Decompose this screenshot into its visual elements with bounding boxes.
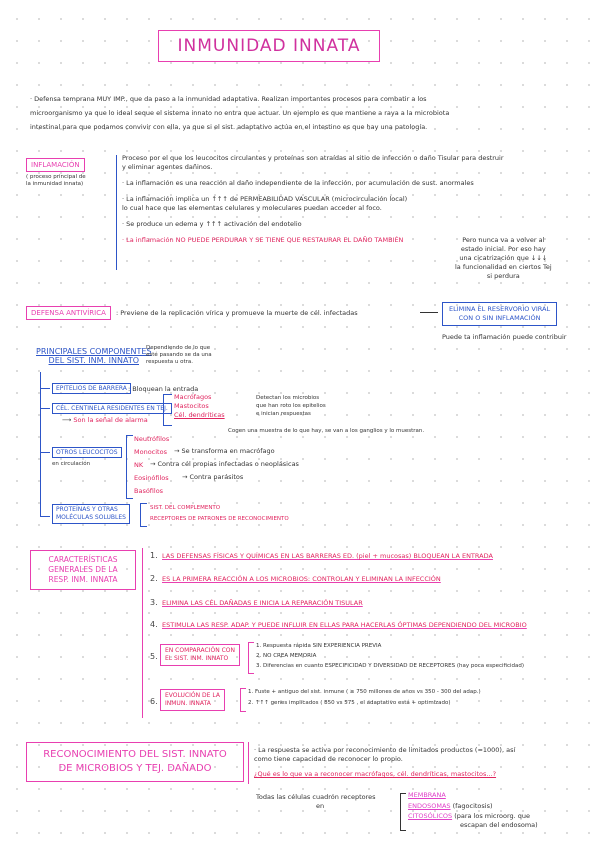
car-label-line: CARACTERÍSTICAS — [48, 555, 118, 564]
car-label-line: RESP. INM. INNATA — [48, 575, 118, 584]
leucocito-item: Basófilos — [134, 487, 164, 495]
side-note-line: una cicatrización que ↓↓↓ — [459, 254, 548, 262]
eos-note-text: Contra parásitos — [189, 473, 244, 481]
inflamacion-point: · La inflamación es una reacción al daño independiente de la infección, por acumulación de sust. anormales — [122, 179, 474, 187]
proteinas-box — [52, 504, 130, 524]
proteinas-items — [150, 503, 289, 525]
inflamacion-sub: la inmunidad innata) — [26, 181, 84, 187]
result-line: CON O SIN INFLAMACIÓN — [458, 314, 541, 322]
antivirica-result-box — [442, 302, 557, 326]
componentes-trunk — [40, 372, 41, 517]
leucocitos-bracket — [126, 435, 133, 499]
rec-point: · La respuesta se activa por reconocimiento de limitados productos (≈1000), así — [254, 746, 516, 754]
note-line: e inician respuestas — [256, 411, 311, 417]
proteinas-bracket — [140, 503, 147, 527]
rec-point: ¿Qué es lo que va a reconocer macrófagos, cél. dendríticas, mastocitos...? — [254, 770, 497, 778]
centinela-item: Macrófagos — [174, 393, 212, 401]
caracteristicas-label — [30, 550, 136, 590]
item5-point: 3. Diferencias en cuanto ESPECIFICIDAD Y DIVERSIDAD DE RECEPTORES (hay poca especificidad) — [256, 663, 525, 669]
arrow-line — [420, 312, 438, 313]
receptores-bracket — [400, 793, 406, 831]
side-line: Dependiendo de lo que — [146, 345, 211, 351]
item-number: 6. — [150, 697, 158, 706]
nk-note-text: Contra cél propias infectadas o neoplásicas — [157, 460, 299, 468]
epitelios-note: : Bloquean la entrada — [128, 385, 199, 393]
centinela-item: Mastocitos — [174, 402, 209, 410]
centinela-sub-text: Son la señal de alarma — [73, 416, 148, 424]
reconocimiento-label — [26, 742, 244, 782]
rec-label-line: RECONOCIMIENTO DEL SIST. INNATO — [43, 749, 227, 760]
result-line: ELIMINA EL RESERVORIO VIRAL — [449, 305, 551, 313]
proteina-item: RECEPTORES DE PATRONES DE RECONOCIMIENTO — [150, 516, 289, 522]
item-number: 5. — [150, 652, 158, 661]
nk-note: → Contra cél propias infectadas o neoplásicas — [150, 460, 299, 468]
item5-label-box — [160, 644, 240, 666]
inflamacion-label: INFLAMACIÓN — [26, 158, 85, 172]
antivirica-label: DEFENSA ANTIVÍRICA — [26, 306, 111, 320]
centinela-note — [256, 394, 326, 418]
inflamacion-point: lo cual hace que las elementas celulares y moleculares puedan acceder al foco. — [122, 204, 382, 212]
centinela-box: CÉL. CENTINELA RESIDENTES EN TEJ. — [52, 403, 172, 414]
page-title: INMUNIDAD INNATA — [158, 30, 380, 62]
branch — [40, 452, 50, 453]
item-number: 1. — [150, 551, 158, 560]
caracteristicas-bracket — [142, 548, 143, 718]
inflamacion-bracket — [116, 155, 117, 270]
componentes-label-line: PRINCIPALES COMPONENTES — [36, 347, 152, 356]
car-label-line: GENERALES DE LA — [48, 565, 118, 574]
proteinas-line: MOLÉCULAS SOLUBLES — [56, 514, 126, 521]
centinela-items — [174, 393, 225, 420]
rec-bracket — [248, 742, 249, 784]
side-line: respuesta u otra. — [146, 359, 194, 365]
item5-point: 2. NO CREA MEMORIA — [256, 653, 317, 659]
leucocito-item: Neutrófilos — [134, 435, 170, 443]
eos-note: → Contra parásitos — [182, 473, 244, 481]
mono-note-text: Se transforma en macrófago — [181, 447, 275, 455]
intro-line: microorganismo ya que lo ideal seque el sistema innato no entra que actuar. Un ejemplo es que mantiene a raya a la microbiota — [30, 109, 450, 117]
inflamacion-point: Proceso por el que los leucocitos circulantes y proteínas son atraídas al sitio de infección o daño Tisular para destruir — [122, 154, 504, 162]
item6-label-line: INMUN. INNATA — [165, 700, 211, 707]
reconocimiento-points — [254, 746, 515, 779]
item6-point: 2. ↑↑↑ genes implicados ( 850 vs 575 , el adaptativo está + optimizado) — [248, 700, 451, 706]
receptor-note: escapan del endosoma) — [460, 821, 538, 829]
receptor-endosomas: ENDOSOMAS — [408, 802, 451, 810]
componentes-label — [36, 347, 152, 365]
inflamacion-section-label — [26, 152, 106, 188]
item-number: 4. — [150, 620, 158, 629]
item5-label-line: EL SIST. INM. INNATO — [165, 655, 229, 662]
componentes-side — [146, 345, 212, 366]
item5-points — [256, 641, 524, 671]
intro-paragraph — [30, 95, 449, 132]
proteinas-line: PROTEÍNAS Y OTRAS — [56, 506, 118, 513]
item6-bracket — [240, 688, 246, 712]
leucocito-item: Monocitos — [134, 448, 167, 456]
leucocitos-sub: en circulación — [52, 461, 91, 467]
side-note-line: si perdura — [486, 272, 520, 280]
side-note-line: la funcionalidad en ciertos Tej — [455, 263, 552, 271]
side-note-line: Pero nunca va a volver al — [462, 236, 545, 244]
item6-label-line: EVOLUCIÓN DE LA — [165, 692, 220, 699]
item5-bracket — [248, 642, 254, 674]
note-line: Detectan los microbios — [256, 395, 320, 401]
caracteristica-item: LAS DEFENSAS FÍSICAS Y QUÍMICAS EN LAS BARRERAS ED. (piel + mucosas) BLOQUEAN LA ENTRADA — [162, 552, 493, 560]
side-line: esté pasando se da una — [146, 352, 212, 358]
centinela-bottom: Cogen una muestra de lo que hay, se van a los ganglios y lo muestran. — [228, 428, 425, 434]
inflamacion-side-note — [455, 236, 552, 281]
side-note-line: estado inicial. Por eso hay — [460, 245, 546, 253]
inflamacion-points — [122, 154, 562, 245]
inflamacion-sub: ( proceso principal de — [26, 174, 86, 180]
monocitos-note: → Se transforma en macrófago — [174, 447, 275, 455]
antivirica-text: : Previene de la replicación vírica y promueve la muerte de cél. infectadas — [116, 309, 358, 317]
centinela-sub: ⟶ Son la señal de alarma — [62, 416, 148, 424]
item6-label-box — [160, 689, 225, 711]
item5-point: 1. Respuesta rápida SIN EXPERIENCIA PREVIA — [256, 643, 382, 649]
leucocito-item: NK — [134, 461, 144, 469]
epitelios-box: EPITELIOS DE BARRERA — [52, 383, 131, 394]
receptores-label — [256, 793, 376, 811]
proteina-item: SIST. DEL COMPLEMENTO — [150, 505, 221, 511]
inflamacion-point: · La inflamación implica un ↑↑↑ de PERMEABILIDAD VASCULAR (microcirculación local) — [122, 195, 408, 203]
caracteristica-item: ES LA PRIMERA REACCIÓN A LOS MICROBIOS: CONTROLAN Y ELIMINAN LA INFECCIÓN — [162, 575, 441, 583]
item6-points — [248, 687, 481, 709]
item-number: 2. — [150, 574, 158, 583]
receptores-list — [408, 790, 538, 830]
leucocito-item: Eosinófilos — [134, 474, 169, 482]
receptores-label-line: Todas las células cuadrón receptores — [256, 793, 376, 801]
receptor-citosolicos: CITOSÓLICOS — [408, 812, 453, 820]
intro-line: · Defensa temprana MUY IMP., que da paso a la inmunidad adaptativa. Realizan importantes procesos para combatir a los — [30, 95, 427, 103]
item5-label-line: EN COMPARACIÓN CON — [165, 647, 236, 654]
rec-label-line: DE MICROBIOS Y TEJ. DAÑADO — [58, 763, 212, 774]
receptor-note: (para los microorg. que — [454, 812, 531, 820]
branch — [40, 516, 50, 517]
caracteristica-item: ELIMINA LAS CÉL DAÑADAS E INICIA LA REPARACIÓN TISULAR — [162, 599, 363, 607]
item6-point: 1. Fuste + antiguo del sist. inmune ( ≥ 750 millones de años vs 350 - 300 del adap.) — [248, 689, 481, 695]
leucocitos-box: OTROS LEUCOCITOS — [52, 447, 122, 458]
receptor-membrana: MEMBRANA — [408, 791, 446, 799]
centinela-item: Cél. dendríticas — [174, 411, 225, 419]
receptores-label-line: en — [316, 802, 325, 810]
antivirica-note: Puede ta inflamación puede contribuir — [442, 333, 567, 341]
rec-point: como tiene capacidad de reconocer lo propio. — [254, 755, 403, 763]
note-line: que han roto los epitelios — [256, 403, 326, 409]
intro-line: intestinal para que podamos convivir con ella, ya que si el sist. adaptativo actúa en el intestino es que hay una patología. — [30, 123, 428, 131]
receptor-note: (fagocitosis) — [452, 802, 493, 810]
inflamacion-point: y eliminar agentes dañinos. — [122, 163, 213, 171]
inflamacion-point: · La inflamación NO PUEDE PERDURAR Y SE TIENE QUE RESTAURAR EL DAÑO TAMBIÉN — [122, 236, 404, 244]
branch — [40, 388, 50, 389]
branch — [40, 408, 50, 409]
inflamacion-point: · Se produce un edema y ↑↑↑ activación del endotelio — [122, 220, 302, 228]
componentes-label-line: DEL SIST. INM. INNATO — [48, 356, 139, 365]
item-number: 3. — [150, 598, 158, 607]
centinela-bracket — [163, 394, 172, 426]
caracteristica-item: ESTIMULA LAS RESP. ADAP. Y PUEDE INFLUIR EN ELLAS PARA HACERLAS ÓPTIMAS DEPENDIENDO DEL MICROBIO — [162, 621, 527, 629]
